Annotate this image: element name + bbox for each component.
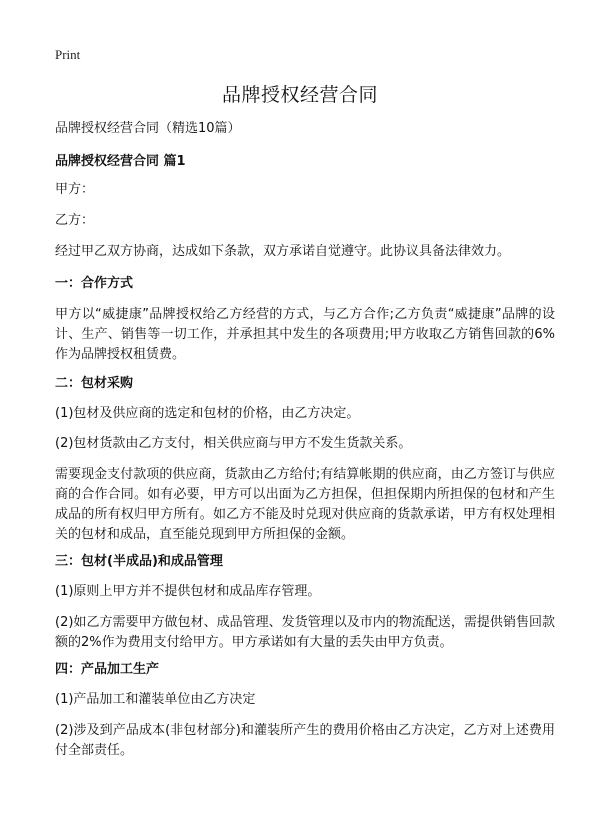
page-title: 品牌授权经营合同 xyxy=(221,84,378,106)
section-heading: 一：合作方式 xyxy=(55,276,134,291)
document-subtitle: 品牌授权经营合同（精选10篇） xyxy=(55,121,241,136)
section-paragraph: 甲方以“威捷康”品牌授权给乙方经营的方式，与乙方合作;乙方负责“威捷康”品牌的设计、生产、销售等一切工作，并承担其中发生的各项费用;甲方收取乙方销售回款的6%作为品牌授权租赁费。 xyxy=(55,307,555,362)
print-link[interactable]: Print xyxy=(55,47,81,62)
article-heading: 品牌授权经营合同 篇1 xyxy=(55,154,186,169)
section-paragraph: (2)如乙方需要甲方做包材、成品管理、发货管理以及市内的物流配送，需提供销售回款额的2%作为费用支付给甲方。甲方承诺如有大量的丢失由甲方负责。 xyxy=(55,615,555,650)
section-paragraph: (2)包材货款由乙方支付，相关供应商与甲方不发生货款关系。 xyxy=(55,436,412,451)
section-paragraph: 需要现金支付款项的供应商，货款由乙方给付;有结算帐期的供应商，由乙方签订与供应商的合作合同。如有必要，甲方可以出面为乙方担保，但担保期内所担保的包材和产生成品的所有权归甲方所有。如乙方不能及时兑现对供应商的货款承诺，甲方有权处理相关的包材和成品，直至能兑现到甲方所担保的金额。 xyxy=(55,467,555,542)
section-paragraph: (2)涉及到产品成本(非包材部分)和灌装所产生的费用价格由乙方决定，乙方对上述费用付全部责任。 xyxy=(55,723,555,758)
party-b-label: 乙方： xyxy=(55,213,95,228)
section-paragraph: (1)产品加工和灌装单位由乙方决定 xyxy=(55,692,256,707)
section-paragraph: (1)包材及供应商的选定和包材的价格，由乙方决定。 xyxy=(55,406,360,421)
section-paragraph: (1)原则上甲方并不提供包材和成品库存管理。 xyxy=(55,584,321,599)
intro-paragraph: 经过甲乙双方协商，达成如下条款，双方承诺自觉遵守。此协议具备法律效力。 xyxy=(55,244,511,259)
section-heading: 二：包材采购 xyxy=(55,376,134,391)
section-heading: 四：产品加工生产 xyxy=(55,662,160,677)
party-a-label: 甲方： xyxy=(55,182,95,197)
section-heading: 三：包材(半成品)和成品管理 xyxy=(55,554,223,569)
